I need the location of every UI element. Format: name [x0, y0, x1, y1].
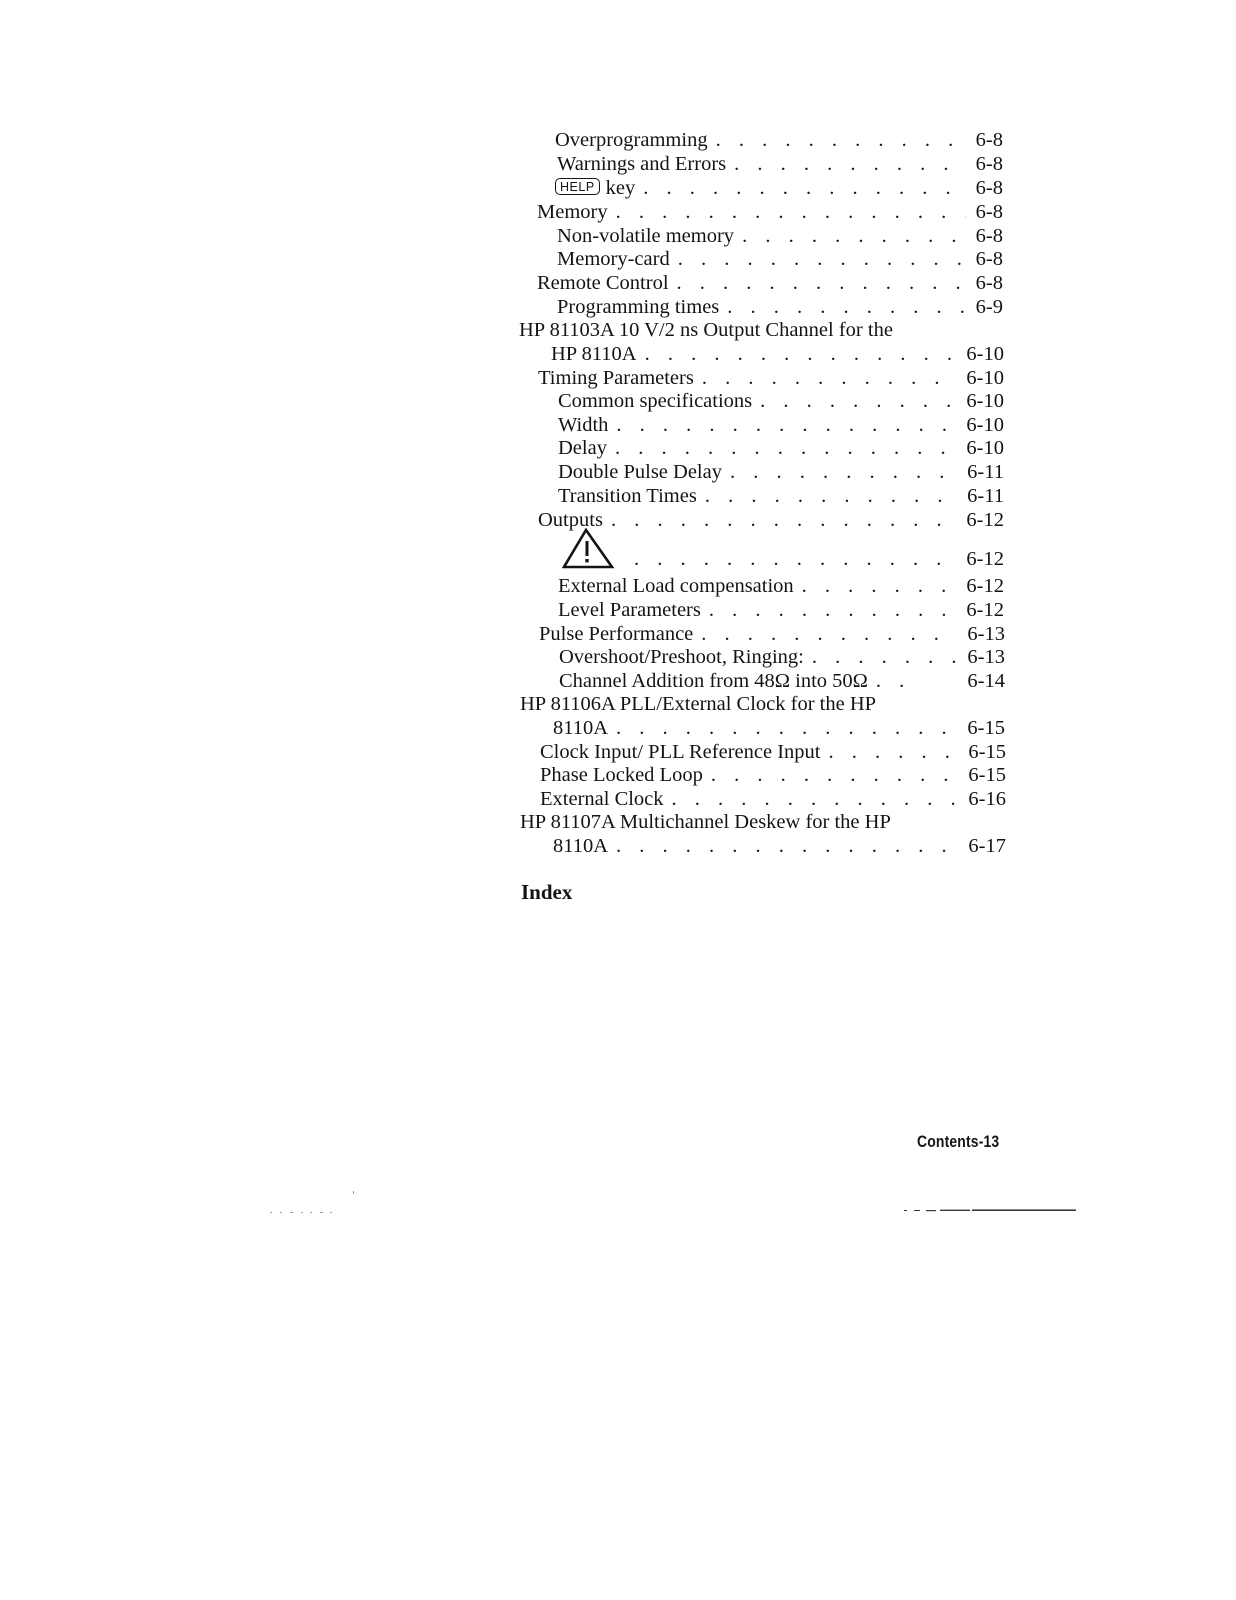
leader-dots [608, 716, 957, 740]
toc-entry-text: Memory [537, 201, 608, 223]
toc-entry-text: Clock Input/ PLL Reference Input [540, 741, 821, 763]
toc-entry-transition-times[interactable] [558, 484, 1004, 508]
toc-page-number: 6-12 [966, 599, 1004, 621]
leader-dots [664, 787, 959, 811]
toc-entry-text: Timing Parameters [538, 367, 694, 389]
toc-entry-overprogramming[interactable] [555, 128, 1003, 152]
toc-entry-double-pulse-delay[interactable] [558, 460, 1004, 484]
toc-entry-text: Overshoot/Preshoot, Ringing: [559, 646, 804, 668]
toc-entry-hp-8110a-81103a[interactable] [551, 342, 1004, 366]
leader-dots [734, 224, 966, 248]
toc-page-number: 6-12 [966, 548, 1004, 570]
toc-page-number: 6-8 [975, 248, 1003, 270]
toc-entry-text [555, 176, 635, 200]
leader-dots [752, 389, 956, 413]
toc-entry-non-volatile-memory[interactable] [557, 224, 1003, 248]
toc-entry-text: Delay [558, 437, 607, 459]
toc-entry-text: Pulse Performance [539, 623, 694, 645]
toc-page-number: 6-11 [967, 461, 1004, 483]
toc-chapter-heading-81103a[interactable]: HP 81103A 10 V/2 ns Output Channel for the [519, 319, 893, 341]
toc-page-number: 6-10 [966, 390, 1004, 412]
toc-entry-text: Phase Locked Loop [540, 764, 703, 786]
toc-entry-text: Channel Addition from 48Ω into 50Ω [559, 670, 868, 692]
toc-entry-text: Common specifications [558, 390, 753, 412]
toc-entry-warnings-and-errors[interactable] [557, 152, 1003, 176]
scan-artifact-right [900, 1206, 1080, 1214]
toc-entry-memory[interactable] [537, 200, 1003, 224]
toc-page-number: 6-10 [966, 367, 1004, 389]
leader-dots [608, 834, 958, 858]
toc-entry-phase-locked-loop[interactable] [540, 763, 1006, 787]
leader-dots [608, 200, 966, 224]
leader-dots [693, 622, 957, 646]
leader-dots [820, 740, 958, 764]
leader-dots [794, 574, 957, 598]
toc-entry-text: HP 8110A [551, 343, 637, 365]
toc-entry-8110a-81106a[interactable] [553, 716, 1005, 740]
leader-dots [620, 547, 956, 571]
leader-dots [637, 342, 957, 366]
toc-entry-channel-addition[interactable] [559, 669, 1005, 693]
toc-page-number: 6-15 [968, 741, 1006, 763]
toc-entry-text: Remote Control [537, 272, 669, 294]
toc-entry-text: 8110A [553, 835, 609, 857]
toc-page-number: 6-15 [968, 764, 1006, 786]
toc-entry-timing-parameters[interactable] [538, 366, 1004, 390]
leader-dots [726, 152, 966, 176]
toc-entry-delay[interactable] [558, 436, 1004, 460]
index-heading[interactable]: Index [521, 880, 573, 904]
toc-page-number: 6-11 [967, 485, 1004, 507]
toc-page-number: 6-10 [966, 437, 1004, 459]
toc-page-number: 6-10 [966, 414, 1004, 436]
leader-dots [804, 645, 958, 669]
toc-entry-text: 8110A [553, 717, 609, 739]
leader-dots [694, 366, 957, 390]
leader-dots [719, 295, 965, 319]
toc-page-number: 6-13 [967, 646, 1005, 668]
leader-dots [670, 247, 966, 271]
toc-page-number: 6-8 [975, 177, 1003, 199]
toc-entry-memory-card[interactable] [557, 247, 1003, 271]
toc-page-number: 6-14 [967, 670, 1005, 692]
toc-entry-label: key [605, 177, 636, 199]
toc-page-number: 6-9 [975, 296, 1003, 318]
leader-dots [701, 598, 957, 622]
toc-page-number: 6-8 [975, 201, 1003, 223]
toc-page-number: 6-8 [975, 225, 1003, 247]
toc-page-number: 6-16 [968, 788, 1006, 810]
toc-entry-text: Level Parameters [558, 599, 701, 621]
toc-entry-external-load-compensation[interactable] [558, 574, 1004, 598]
toc-page-number: 6-12 [966, 509, 1004, 531]
toc-page-number: 6-10 [966, 343, 1004, 365]
leader-dots [635, 176, 965, 200]
toc-chapter-heading-81106a[interactable]: HP 81106A PLL/External Clock for the HP [520, 693, 877, 715]
toc-entry-text: Outputs [538, 509, 603, 531]
scan-artifact-left [268, 1188, 358, 1218]
help-keycap-icon: HELP [555, 178, 600, 195]
toc-entry-pulse-performance[interactable] [539, 622, 1005, 646]
toc-entry-text: Non-volatile memory [557, 225, 735, 247]
leader-dots [703, 763, 959, 787]
toc-entry-text: External Clock [540, 788, 664, 810]
toc-entry-remote-control[interactable] [537, 271, 1003, 295]
toc-entry-text: Transition Times [558, 485, 697, 507]
toc-page-number: 6-17 [968, 835, 1006, 857]
toc-page-number: 6-8 [975, 272, 1003, 294]
toc-entry-overshoot-preshoot-ringing[interactable] [559, 645, 1005, 669]
toc-entry-help-key[interactable] [555, 176, 1003, 200]
toc-entry-text: Overprogramming [555, 129, 708, 151]
toc-entry-level-parameters[interactable] [558, 598, 1004, 622]
toc-entry-text: Double Pulse Delay [558, 461, 722, 483]
toc-entry-common-specifications[interactable] [558, 389, 1004, 413]
toc-page-number: 6-13 [967, 623, 1005, 645]
leader-dots [669, 271, 966, 295]
leader-dots [608, 413, 956, 437]
toc-chapter-heading-81107a[interactable]: HP 81107A Multichannel Deskew for the HP [520, 811, 891, 833]
leader-dots [697, 484, 957, 508]
page-footer: Contents-13 [917, 1132, 1000, 1151]
toc-entry-text: Warnings and Errors [557, 153, 727, 175]
toc-entry-text: Programming times [557, 296, 720, 318]
toc-entry-warning-symbol[interactable] [560, 529, 1004, 575]
toc-entry-text: Width [558, 414, 609, 436]
toc-page-number: 6-8 [975, 129, 1003, 151]
leader-dots [708, 128, 966, 152]
leader-dots [607, 436, 956, 460]
toc-page-number: 6-15 [967, 717, 1005, 739]
toc-page-number: 6-12 [966, 575, 1004, 597]
toc-entry-text: Memory-card [557, 248, 670, 270]
toc-entry-width[interactable] [558, 413, 1004, 437]
toc-entry-text: External Load compensation [558, 575, 794, 597]
toc-entry-8110a-81107a[interactable] [553, 834, 1006, 858]
toc-page-number: 6-8 [975, 153, 1003, 175]
toc-entry-clock-input-pll-reference[interactable] [540, 740, 1006, 764]
toc-entry-programming-times[interactable] [557, 295, 1003, 319]
toc-entry-external-clock[interactable] [540, 787, 1006, 811]
leader-dots [722, 460, 957, 484]
warning-triangle-icon [560, 527, 620, 575]
leader-dots [868, 669, 958, 693]
